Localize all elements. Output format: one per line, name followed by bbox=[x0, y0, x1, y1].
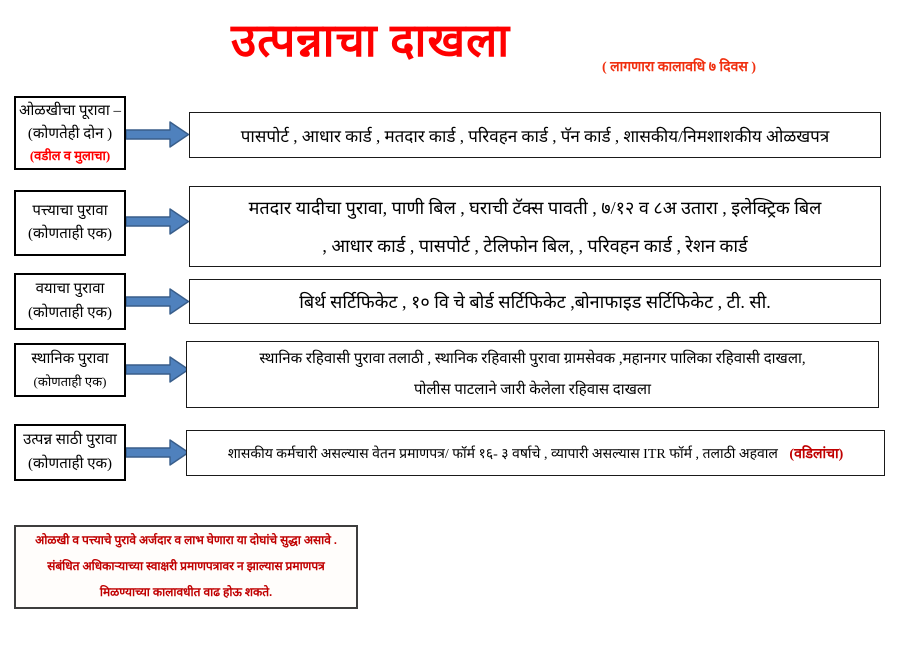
content-box-identity-proof bbox=[189, 112, 881, 158]
content-text: शासकीय कर्मचारी असल्यास वेतन प्रमाणपत्र/ फॉर्म १६- ३ वर्षाचे , व्यापारी असल्यास ITR फॉर्म , तलाठी अहवाल bbox=[227, 446, 778, 462]
label-note: (वडील व मुलाचा) bbox=[29, 148, 111, 164]
label-line: स्थानिक पुरावा bbox=[31, 351, 109, 368]
label-box-identity-proof bbox=[14, 96, 126, 170]
content-box-address-proof bbox=[189, 186, 881, 267]
arrow-right-icon bbox=[126, 286, 190, 317]
content-line: पासपोर्ट , आधार कार्ड , मतदार कार्ड , परिवहन कार्ड , पॅन कार्ड , शासकीय/निमशाशकीय ओळखपत्र bbox=[240, 126, 830, 146]
content-box-local-proof bbox=[186, 341, 879, 408]
content-box-income-proof bbox=[186, 430, 885, 476]
footnote-line: मिळण्याच्या कालावधीत वाढ होऊ शकते. bbox=[99, 584, 273, 599]
arrow-right-icon bbox=[126, 206, 190, 237]
content-line: , आधार कार्ड , पासपोर्ट , टेलिफोन बिल, , परिवहन कार्ड , रेशन कार्ड bbox=[322, 235, 748, 256]
label-line: वयाचा पुरावा bbox=[35, 281, 105, 298]
label-line: ओळखीचा पूरावा – bbox=[18, 102, 122, 119]
footnote-box bbox=[14, 525, 358, 609]
label-line: (कोणताही एक) bbox=[27, 226, 113, 242]
label-line: (कोणतेही दोन ) bbox=[27, 125, 113, 142]
content-line: पोलीस पाटलाने जारी केलेला रहिवास दाखला bbox=[413, 381, 651, 398]
label-line: उत्पन्न साठी पुरावा bbox=[23, 432, 117, 449]
label-line: (कोणताही एक) bbox=[27, 304, 113, 321]
arrow-right-icon bbox=[126, 354, 190, 385]
duration-note: ( लागणारा कालावधि ७ दिवस ) bbox=[602, 60, 757, 75]
label-box-income-proof bbox=[14, 424, 126, 481]
label-box-age-proof bbox=[14, 273, 126, 330]
footnote-line: संबंधित अधिकाऱ्याच्या स्वाक्षरी प्रमाणपत्रावर न झाल्यास प्रमाणपत्र bbox=[47, 559, 325, 574]
label-box-local-proof bbox=[14, 343, 126, 397]
page-title: उत्पन्नाचा दाखला bbox=[231, 15, 511, 66]
label-line: (कोणताही एक) bbox=[33, 373, 107, 389]
content-line bbox=[187, 444, 884, 463]
footnote-line: ओळखी व पत्त्याचे पुरावे अर्जदार व लाभ घेणारा या दोघांचे सुद्धा असावे . bbox=[35, 533, 337, 548]
content-line: बिर्थ सर्टिफिकेट , १० वि चे बोर्ड सर्टिफिकेट ,बोनाफाइड सर्टिफिकेट , टी. सी. bbox=[299, 291, 771, 312]
content-note: (वडिलांचा) bbox=[789, 446, 844, 462]
label-line: (कोणताही एक) bbox=[27, 455, 113, 472]
content-box-age-proof bbox=[189, 279, 881, 324]
label-box-address-proof bbox=[14, 190, 126, 256]
arrow-right-icon bbox=[126, 437, 190, 468]
content-line: स्थानिक रहिवासी पुरावा तलाठी , स्थानिक रहिवासी पुरावा ग्रामसेवक ,महानगर पालिका रहिवासी दाखला, bbox=[259, 350, 806, 367]
label-line: पत्त्याचा पुरावा bbox=[32, 202, 108, 219]
content-line: मतदार यादीचा पुरावा, पाणी बिल , घराची टॅक्स पावती , ७/१२ व ८अ उतारा , इलेक्ट्रिक बिल bbox=[248, 197, 822, 218]
arrow-right-icon bbox=[126, 119, 190, 150]
